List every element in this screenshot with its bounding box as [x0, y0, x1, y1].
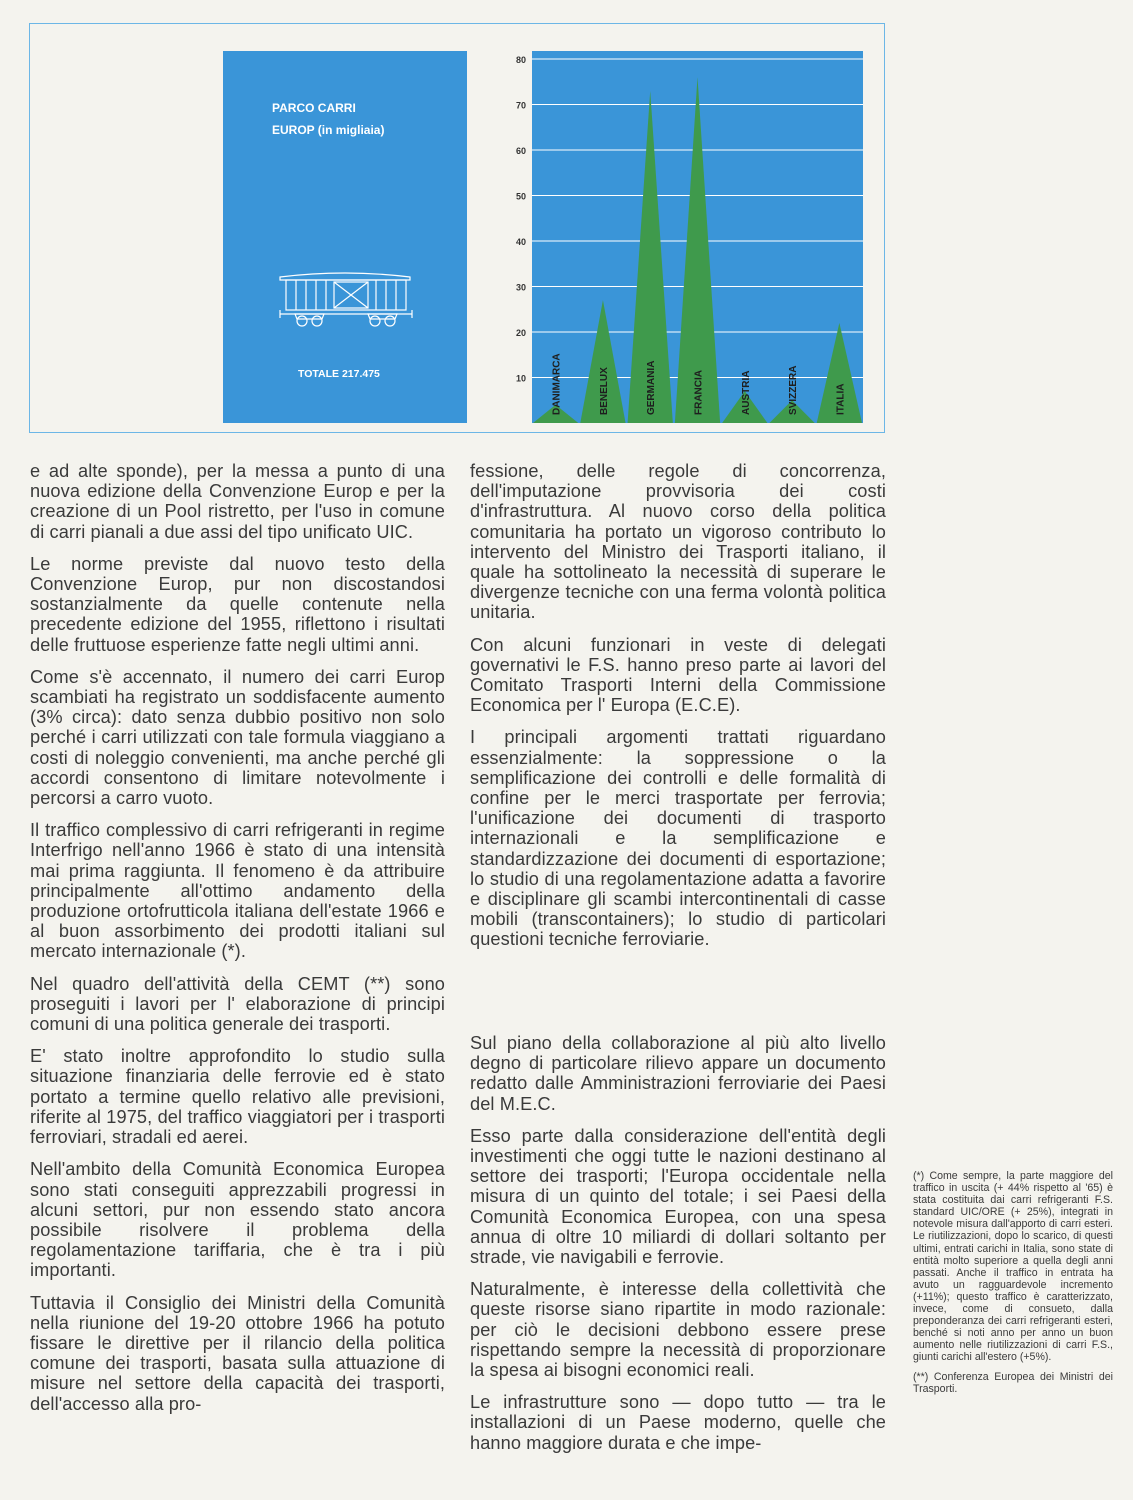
paragraph: Nell'ambito della Comunità Economica Europea sono stati conseguiti apprezzabili progressi in alcuni settori, pur non essendo stato ancora possibile risolvere il problema della regolamentazione tariffaria, che è tra i più importanti. — [30, 1159, 445, 1281]
paragraph: e ad alte sponde), per la messa a punto di una nuova edizione della Convenzione Europ e per la creazione di un Pool ristretto, per l'uso in comune di carri pianali a due assi del tipo unificato UIC. — [30, 461, 445, 542]
paragraph: Esso parte dalla considerazione dell'entità degli investimenti che oggi tutte le nazioni destinano al settore dei trasporti; l'Europa occidentale nella misura di un quinto del totale; i sei Paesi della Comunità Economica Europea, con una spesa annua di oltre 10 miliardi di dollari soltanto per strade, vie navigabili e ferrovie. — [470, 1125, 886, 1268]
paragraph: Tuttavia il Consiglio dei Ministri della Comunità nella riunione del 19-20 ottobre 1966 ha potuto fissare le direttive per il rilancio della politica comune dei trasporti, basata sulla attuazione di misure nel settore della capacità dei trasporti, dell'accesso alla pro- — [30, 1292, 445, 1414]
category-label: GERMANIA — [646, 360, 658, 415]
paragraph: Con alcuni funzionari in veste di delegati governativi le F.S. hanno preso parte ai lavori del Comitato Trasporti Interni della Commissione Economica per l' Europa (E.C.E). — [470, 634, 886, 716]
y-tick-label: 10 — [516, 373, 527, 384]
y-tick-label: 40 — [516, 237, 527, 247]
paragraph: Nel quadro dell'attività della CEMT (**) sono proseguiti i lavori per l' elaborazione di principi comuni di una politica generale dei trasporti. — [30, 973, 445, 1035]
category-label: SVIZZERA — [788, 365, 800, 415]
paragraph: E' stato inoltre approfondito lo studio sulla situazione finanziaria delle ferrovie ed è stato portato a termine quello relativo alle previsioni, riferite al 1975, del traffico viaggiatori per i trasporti ferroviari, stradali ed aerei. — [30, 1046, 445, 1148]
category-label: ITALIA — [835, 383, 847, 415]
text-column-middle-top — [470, 461, 886, 962]
category-label: BENELUX — [598, 367, 610, 415]
text-column-middle-bottom — [470, 1033, 886, 1465]
figure-frame — [29, 23, 885, 433]
category-label: AUSTRIA — [740, 370, 752, 415]
chart-total-label: TOTALE 217.475 — [298, 368, 380, 380]
paragraph: Naturalmente, è interesse della collettività che queste risorse siano ripartite in modo razionale: per ciò le decisioni debbono essere prese rispettando sempre la necessità di proporzionare la spesa ai bisogni economici reali. — [470, 1279, 886, 1381]
paragraph: I principali argomenti trattati riguardano essenzialmente: la soppressione o la semplificazione dei controlli e delle formalità di confine per le merci trasportate per ferrovia; l'unificazione dei documenti di trasporto internazionali e la semplificazione e standardizzazione dei documenti di esportazione; lo studio di una regolamentazione adatta a favorire e disciplinare gli scambi intercontinentali di casse mobili (transcontainers); lo studio di particolari questioni tecniche ferroviarie. — [470, 727, 886, 950]
footnote: (*) Come sempre, la parte maggiore del traffico in uscita (+ 44% rispetto al '65) è stata costituita dai carri refrigeranti F.S. standard UIC/ORE (+ 25%), integrati in notevole misura dall'apporto di carri esteri. Le riutilizzazioni, dopo lo scarico, di questi ultimi, entrati carichi in Italia, sono state di entità molto superiore a quella degli anni passati. Anche il traffico in entrata ha avuto un ragguardevole incremento (+11%); questo traffico è caratterizzato, invece, come di consueto, dalla preponderanza dei carri refrigeranti esteri, benché si noti anno per anno un buon aumento nelle riutilizzazioni di carri F.S., giunti carichi all'estero (+5%). — [913, 1170, 1113, 1364]
category-label: FRANCIA — [693, 370, 705, 415]
y-tick-label: 20 — [516, 328, 527, 338]
y-tick-label: 70 — [516, 100, 527, 111]
footnotes — [913, 1170, 1113, 1402]
category-label: DANIMARCA — [551, 353, 563, 415]
footnote: (**) Conferenza Europea dei Ministri dei Trasporti. — [913, 1370, 1113, 1395]
y-tick-label: 80 — [516, 55, 527, 65]
paragraph: Come s'è accennato, il numero dei carri Europ scambiati ha registrato un soddisfacente aumento (3% circa): dato senza dubbio positivo non solo perché i carri utilizzati con tale formula viaggiano a costi di noleggio convenienti, ma anche perché gli accordi consentono di limitare notevolmente i percorsi a carro vuoto. — [30, 666, 445, 809]
paragraph: Sul piano della collaborazione al più alto livello degno di particolare rilievo appare un documento redatto dalle Amministrazioni ferroviarie dei Paesi del M.E.C. — [470, 1033, 886, 1114]
chart-title-line2: EUROP (in migliaia) — [272, 123, 385, 137]
text-column-left — [30, 461, 445, 1426]
y-tick-label: 50 — [516, 191, 527, 202]
y-tick-label: 30 — [516, 282, 527, 293]
y-tick-label: 60 — [516, 146, 527, 156]
paragraph: Le norme previste dal nuovo testo della Convenzione Europ, pur non discostandosi sostanzialmente da quelle contenute nella precedente edizione del 1955, riflettono i risultati delle fruttuose esperienze fatte negli ultimi anni. — [30, 553, 445, 655]
chart-title-line1: PARCO CARRI — [272, 101, 356, 115]
paragraph: Le infrastrutture sono — dopo tutto — tra le installazioni di un Paese moderno, quelle che hanno maggiore durata e che impe- — [470, 1392, 886, 1453]
chart — [30, 24, 886, 434]
paragraph: Il traffico complessivo di carri refrigeranti in regime Interfrigo nell'anno 1966 è stato di una intensità mai prima raggiunta. Il fenomeno è da attribuire principalmente all'ottimo andamento della produzione ortofrutticola italiana dell'estate 1966 e al buon assorbimento dei prodotti italiani sul mercato internazionale (*). — [30, 820, 445, 962]
paragraph: fessione, delle regole di concorrenza, dell'imputazione provvisoria dei costi d'infrastruttura. Al nuovo corso della politica comunitaria ha portato un vigoroso contributo lo intervento del Ministro dei Trasporti italiano, il quale ha sottolineato la necessità di superare le divergenze tecniche con una ferma volontà politica unitaria. — [470, 461, 886, 623]
